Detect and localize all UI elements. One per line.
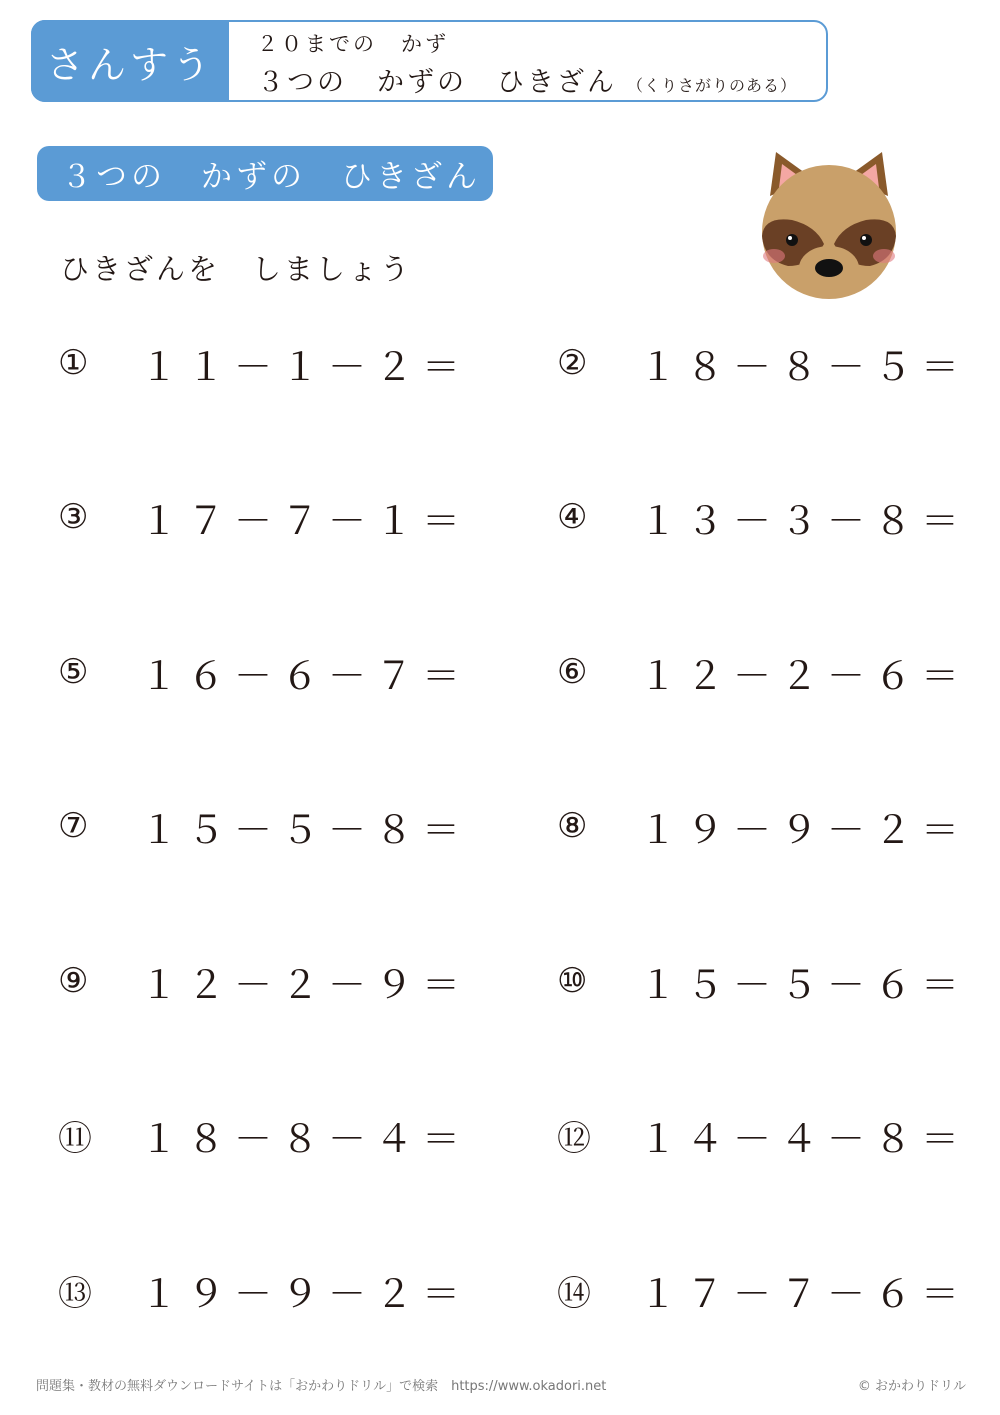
lesson-title bbox=[257, 60, 797, 99]
worksheet-header bbox=[31, 20, 828, 102]
problem-number: ⑨ bbox=[58, 961, 89, 1001]
unit-title: ２０までの かず bbox=[257, 32, 449, 56]
problem-1 bbox=[58, 338, 469, 388]
problem-number: ⑥ bbox=[557, 652, 588, 692]
problem-number: ① bbox=[58, 343, 89, 383]
problem-4 bbox=[557, 492, 968, 542]
problem-12 bbox=[557, 1110, 968, 1160]
instruction-text: ひきざんを しましょう bbox=[60, 252, 413, 286]
problem-number: ③ bbox=[58, 497, 89, 537]
problem-6 bbox=[557, 647, 968, 697]
problem-number: ⑦ bbox=[58, 806, 89, 846]
problem-7 bbox=[58, 801, 469, 851]
problem-expression: １２－２－６＝ bbox=[639, 653, 969, 698]
subject-label: さんすう bbox=[31, 20, 229, 102]
problem-number: ⑧ bbox=[557, 806, 588, 846]
problem-2 bbox=[557, 338, 968, 388]
section-title: ３つの かずの ひきざん bbox=[37, 146, 493, 201]
problem-14 bbox=[557, 1265, 968, 1315]
problem-9 bbox=[58, 956, 469, 1006]
problem-expression: １１－１－２＝ bbox=[140, 344, 470, 389]
problem-expression: １８－８－５＝ bbox=[639, 344, 969, 389]
problem-expression: １７－７－６＝ bbox=[639, 1271, 969, 1316]
problem-number: ⑬ bbox=[58, 1273, 92, 1314]
problem-expression: １７－７－１＝ bbox=[140, 498, 470, 543]
problem-13 bbox=[58, 1265, 469, 1315]
problem-expression: １９－９－２＝ bbox=[639, 807, 969, 852]
footer-copyright: © おかわりドリル bbox=[857, 1379, 966, 1394]
problem-expression: １２－２－９＝ bbox=[140, 962, 470, 1007]
problem-expression: １５－５－６＝ bbox=[639, 962, 969, 1007]
lesson-note: （くりさがりのある） bbox=[627, 76, 798, 95]
footer-site-text: 問題集・教材の無料ダウンロードサイトは「おかわりドリル」で検索 https://www.okadori.net bbox=[36, 1379, 607, 1394]
lesson-title-text: ３つの かずの ひきざん bbox=[257, 67, 617, 98]
problem-number: ⑭ bbox=[557, 1273, 591, 1314]
problem-expression: １９－９－２＝ bbox=[140, 1271, 470, 1316]
problem-expression: １８－８－４＝ bbox=[140, 1116, 470, 1161]
problem-10 bbox=[557, 956, 968, 1006]
problem-11 bbox=[58, 1110, 469, 1160]
problem-5 bbox=[58, 647, 469, 697]
problem-expression: １３－３－８＝ bbox=[639, 498, 969, 543]
problem-number: ② bbox=[557, 343, 588, 383]
problem-number: ⑫ bbox=[557, 1118, 591, 1159]
problem-expression: １４－４－８＝ bbox=[639, 1116, 969, 1161]
problem-expression: １６－６－７＝ bbox=[140, 653, 470, 698]
raccoon-dog-face-icon bbox=[742, 148, 916, 300]
problem-3 bbox=[58, 492, 469, 542]
problem-number: ⑪ bbox=[58, 1118, 92, 1159]
problem-number: ⑤ bbox=[58, 652, 89, 692]
problem-expression: １５－５－８＝ bbox=[140, 807, 470, 852]
problem-number: ④ bbox=[557, 497, 588, 537]
problem-8 bbox=[557, 801, 968, 851]
problem-number: ⑩ bbox=[557, 961, 588, 1001]
